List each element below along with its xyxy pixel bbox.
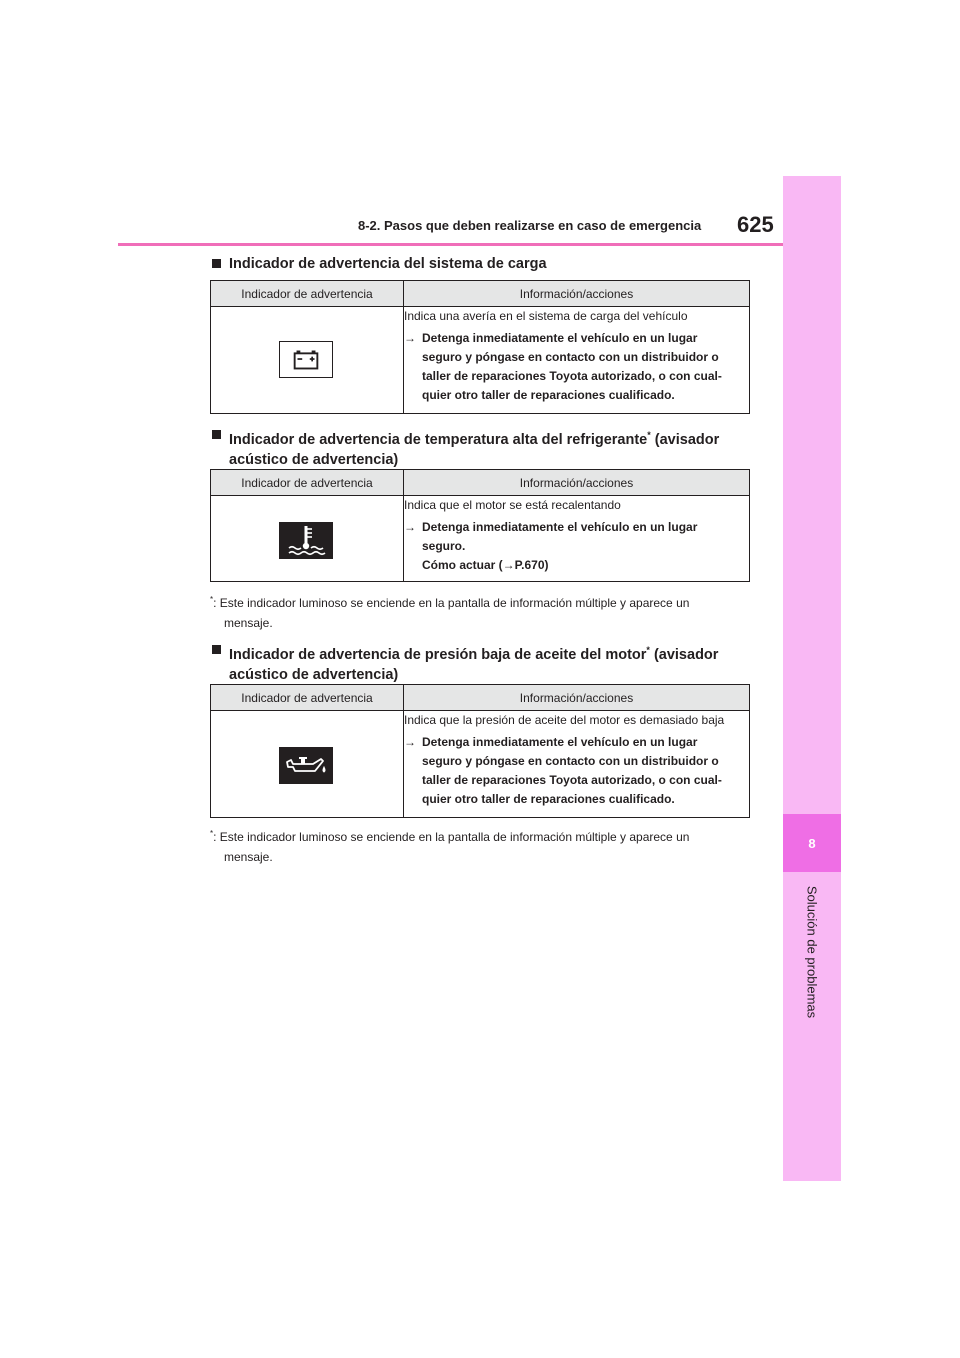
warning-table-coolant	[210, 469, 750, 582]
column-header-info: Información/acciones	[404, 281, 750, 307]
arrow-icon: →	[404, 520, 416, 534]
page-number: 625	[737, 212, 774, 237]
arrow-icon: →	[404, 331, 416, 345]
footnote-line	[210, 830, 689, 844]
action-line: quier otro taller de reparaciones cualificado.	[422, 792, 675, 806]
action-line: taller de reparaciones Toyota autorizado, o con cual-	[422, 773, 722, 787]
coolant-temperature-icon	[279, 522, 333, 559]
warning-table-oil-pressure	[210, 684, 750, 818]
chapter-label: Solución de problemas	[804, 885, 820, 1019]
info-cell	[404, 307, 750, 414]
heading-bullet-icon	[212, 259, 221, 268]
info-cell	[404, 711, 750, 818]
heading-line: acústico de advertencia)	[229, 451, 399, 468]
indicator-action	[404, 329, 749, 405]
footnote-mark: *	[646, 645, 650, 655]
footnote-mark: *	[210, 595, 214, 604]
footnote-text: : Este indicador luminoso se enciende en la pantalla de información múltiple y aparece un	[213, 596, 690, 610]
column-header-indicator: Indicador de advertencia	[211, 685, 404, 711]
heading-line: acústico de advertencia)	[229, 666, 399, 683]
section-heading-charging	[212, 254, 547, 274]
heading-bullet-icon	[212, 645, 221, 654]
section-heading-oil-pressure	[212, 640, 718, 685]
footnote-text: : Este indicador luminoso se enciende en la pantalla de información múltiple y aparece un	[213, 830, 690, 844]
indicator-cell	[211, 307, 404, 414]
action-line: seguro y póngase en contacto con un distribuidor o	[422, 350, 719, 364]
action-line: seguro y póngase en contacto con un distribuidor o	[422, 754, 719, 768]
action-line: Detenga inmediatamente el vehículo en un lugar	[422, 520, 698, 534]
chapter-number: 8	[808, 835, 816, 851]
heading-line: Indicador de advertencia de presión baja de aceite del motor	[229, 646, 647, 663]
heading-tail: (avisador	[650, 431, 720, 448]
footnote-mark: *	[210, 829, 214, 838]
indicator-action	[404, 518, 749, 575]
warning-table-charging	[210, 280, 750, 414]
oil-pressure-icon	[279, 747, 333, 784]
action-line: Detenga inmediatamente el vehículo en un lugar	[422, 735, 698, 749]
footnote-mark: *	[647, 430, 651, 440]
column-header-info: Información/acciones	[404, 685, 750, 711]
indicator-description: Indica que el motor se está recalentando	[404, 498, 621, 512]
heading-text	[229, 425, 719, 470]
table-row	[211, 711, 750, 818]
footnote-coolant	[210, 590, 689, 633]
table-header-row	[211, 281, 750, 307]
action-line: quier otro taller de reparaciones cualificado.	[422, 388, 675, 402]
heading-tail: (avisador	[649, 646, 719, 663]
table-header-row	[211, 685, 750, 711]
heading-text: Indicador de advertencia del sistema de carga	[229, 256, 547, 272]
column-header-indicator: Indicador de advertencia	[211, 470, 404, 496]
action-line: taller de reparaciones Toyota autorizado, o con cual-	[422, 369, 722, 383]
column-header-info: Información/acciones	[404, 470, 750, 496]
indicator-cell	[211, 496, 404, 582]
info-cell	[404, 496, 750, 582]
table-header-row	[211, 470, 750, 496]
action-line: seguro.	[422, 539, 466, 553]
footnote-line	[210, 596, 689, 610]
footnote-continuation: mensaje.	[224, 850, 273, 864]
footnote-continuation: mensaje.	[224, 616, 273, 630]
section-heading-coolant	[212, 425, 719, 470]
indicator-action	[404, 733, 749, 809]
chapter-side-tab	[783, 176, 841, 1181]
action-line-page-reference[interactable]: Cómo actuar (→P.670)	[422, 558, 549, 572]
table-row	[211, 496, 750, 582]
column-header-indicator: Indicador de advertencia	[211, 281, 404, 307]
heading-line: Indicador de advertencia de temperatura alta del refrigerante	[229, 431, 648, 448]
battery-icon	[279, 341, 333, 378]
footnote-oil-pressure	[210, 824, 689, 867]
heading-text	[229, 640, 718, 685]
header-divider	[118, 243, 783, 246]
indicator-description: Indica una avería en el sistema de carga del vehículo	[404, 309, 688, 323]
section-title: 8-2. Pasos que deben realizarse en caso de emergencia	[358, 218, 702, 233]
table-row	[211, 307, 750, 414]
action-line: Detenga inmediatamente el vehículo en un lugar	[422, 331, 698, 345]
chapter-number-box	[783, 814, 841, 872]
arrow-icon: →	[404, 735, 416, 749]
indicator-cell	[211, 711, 404, 818]
indicator-description: Indica que la presión de aceite del motor es demasiado baja	[404, 713, 725, 727]
heading-bullet-icon	[212, 430, 221, 439]
